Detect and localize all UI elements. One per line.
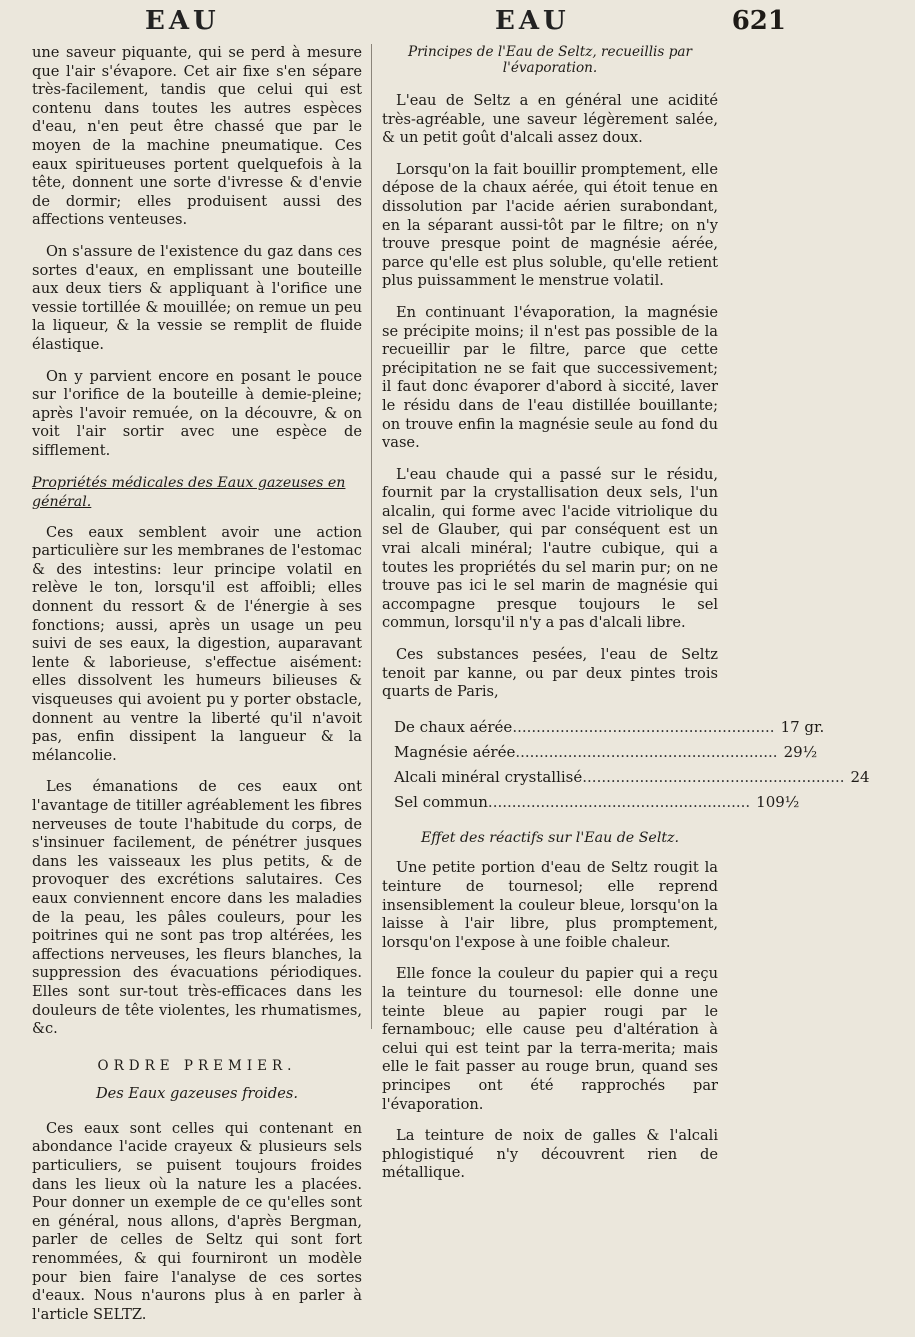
table-row bbox=[394, 740, 818, 765]
paragraph: On s'assure de l'existence du gaz dans ces sortes d'eaux, en emplissant une bouteille aux deux tiers & appliquant à l'orifice une vessie tortillée & mouillée; on remue un peu la liqueur, & la vessie se remplit de fluide élastique. bbox=[32, 242, 362, 353]
running-head-center: EAU bbox=[495, 6, 570, 36]
left-column bbox=[32, 44, 362, 1337]
paragraph: L'eau de Seltz a en général une acidité très-agréable, une saveur légèrement salée, & un petit goût d'alcali assez doux. bbox=[382, 92, 718, 147]
paragraph: La teinture de noix de galles & l'alcali phlogistiqué n'y découvrent rien de métallique. bbox=[382, 1127, 718, 1182]
paragraph: Les émanations de ces eaux ont l'avantage de titiller agréablement les fibres nerveuses de toute l'habitude du corps, de s'insinuer facilement, de pénétrer jusques dans les vaisseaux les plus petits, & de provoquer des excrétions salutaires. Ces eaux conviennent encore dans les maladies de la peau, les pâles couleurs, pour les poitrines qui ne sont pas trop altérées, les affections nerveuses, les fleurs blanches, la suppression des évacuations périodiques. Elles sont sur-tout très-efficaces dans les douleurs de tête violentes, les rhumatismes, &c. bbox=[32, 778, 362, 1038]
column-divider bbox=[371, 44, 372, 1029]
row-value: 29½ bbox=[783, 742, 818, 761]
page-number: 621 bbox=[731, 6, 786, 36]
row-value: 24 bbox=[850, 767, 870, 786]
leader-dots: ....................................................... bbox=[515, 742, 778, 761]
paragraph: Une petite portion d'eau de Seltz rougit la teinture de tournesol; elle reprend insensiblement la couleur bleue, lorsqu'on la laisse à l'air libre, plus promptement, lorsqu'on l'expose à une foible chaleur. bbox=[382, 859, 718, 951]
leader-dots: ....................................................... bbox=[487, 792, 751, 811]
leader-dots: ....................................................... bbox=[582, 767, 845, 786]
paragraph: En continuant l'évaporation, la magnésie se précipite moins; il n'est pas possible de la recueillir par le filtre, parce que cette précipitation ne se fait que successivement; il faut donc évaporer d'abord à siccité, laver le résidu dans de l'eau distillée bouillante; on trouve enfin la magnésie seule au fond du vase. bbox=[382, 303, 718, 452]
order-subtitle: Des Eaux gazeuses froides. bbox=[95, 1085, 299, 1103]
paragraph: Lorsqu'on la fait bouillir promptement, elle dépose de la chaux aérée, qui étoit tenue en dissolution par l'acide aérien surabondant, en la séparant aussi-tôt par le filtre; on n'y trouve presque point de magnésie aérée, parce qu'elle est plus soluble, qu'elle retient plus puissamment le menstrue volatil. bbox=[382, 160, 718, 290]
paragraph: L'eau chaude qui a passé sur le résidu, fournit par la crystallisation deux sels, l'un alcalin, qui forme avec l'acide vitriolique du sel de Glauber, qui par conséquent est un vrai alcali minéral; l'autre cubique, qui a toutes les propriétés du sel marin pur; on ne trouve pas ici le sel marin de magnésie qui accompagne presque toujours le sel commun, lorsqu'il n'y a pas d'alcali libre. bbox=[382, 465, 718, 632]
section-title: Propriétés médicales des Eaux gazeuses en général. bbox=[32, 475, 346, 511]
right-column bbox=[382, 44, 870, 1196]
paragraph: Ces eaux semblent avoir une action particulière sur les membranes de l'estomac & des intestins: leur principe volatil en relève le ton, lorsqu'il est affoibli; elles donnent du ressort & de l'énergie à ses fonctions; aussi, après un usage un peu suivi de ses eaux, la digestion, auparavant lente & laborieuse, s'effectue aisément: elles dissolvent les humeurs bilieuses & visqueuses qui avoient pu y porter obstacle, donnent au ventre la liberté qu'il n'avoit pas, enfin dissipent la langueur & la mélancolie. bbox=[32, 523, 362, 764]
section-title: Effet des réactifs sur l'Eau de Seltz. bbox=[420, 829, 680, 846]
row-name: De chaux aérée bbox=[394, 717, 513, 736]
paragraph: Ces substances pesées, l'eau de Seltz tenoit par kanne, ou par deux pintes trois quarts de Paris, bbox=[382, 646, 718, 701]
section-title: Principes de l'Eau de Seltz, recueillis par l'évaporation. bbox=[408, 44, 692, 76]
row-name: Alcali minéral crystallisé bbox=[394, 767, 583, 786]
table-row bbox=[394, 765, 870, 790]
running-head-left: EAU bbox=[145, 6, 220, 36]
table-row bbox=[394, 715, 825, 740]
order-heading: ORDRE PREMIER. bbox=[97, 1057, 297, 1074]
paragraph: Elle fonce la couleur du papier qui a reçu la teinture du tournesol: elle donne une teinte bleue au papier rougi par le fernambouc; elle cause peu d'altération à celui qui est teint par la terra-merita; mais elle le fait passer au rouge brun, quand ses principes ont été rapprochés par l'évaporation. bbox=[382, 965, 718, 1113]
row-value: 17 gr. bbox=[780, 717, 825, 736]
paragraph: Ces eaux sont celles qui contenant en abondance l'acide crayeux & plusieurs sels particuliers, se puisent toujours froides dans les lieux où la nature les a placées. Pour donner un exemple de ce qu'elles sont en général, nous allons, d'après Bergman, parler de celles de Seltz qui sont fort renommées, & qui fourniront un modèle pour bien faire l'analyse de ces sortes d'eaux. Nous n'aurons plus à en parler à l'article SELTZ. bbox=[32, 1119, 362, 1323]
leader-dots: ....................................................... bbox=[512, 717, 775, 736]
row-name: Sel commun bbox=[394, 792, 488, 811]
row-value: 109½ bbox=[756, 792, 800, 811]
row-name: Magnésie aérée bbox=[394, 742, 516, 761]
composition-table bbox=[394, 715, 870, 815]
table-row bbox=[394, 790, 800, 815]
paragraph: On y parvient encore en posant le pouce sur l'orifice de la bouteille à demie-pleine; après l'avoir remuée, on la découvre, & on voit l'air sortir avec une espèce de sifflement. bbox=[32, 367, 362, 459]
paragraph: une saveur piquante, qui se perd à mesure que l'air s'évapore. Cet air fixe s'en sépare très-facilement, tandis que celui qui est contenu dans toutes les autres espèces d'eau, n'en peut être chassé que par le moyen de la machine pneumatique. Ces eaux spiritueuses portent quelquefois à la tête, donnent une sorte d'ivresse & d'envie de dormir; elles produisent aussi des affections venteuses. bbox=[32, 44, 362, 229]
